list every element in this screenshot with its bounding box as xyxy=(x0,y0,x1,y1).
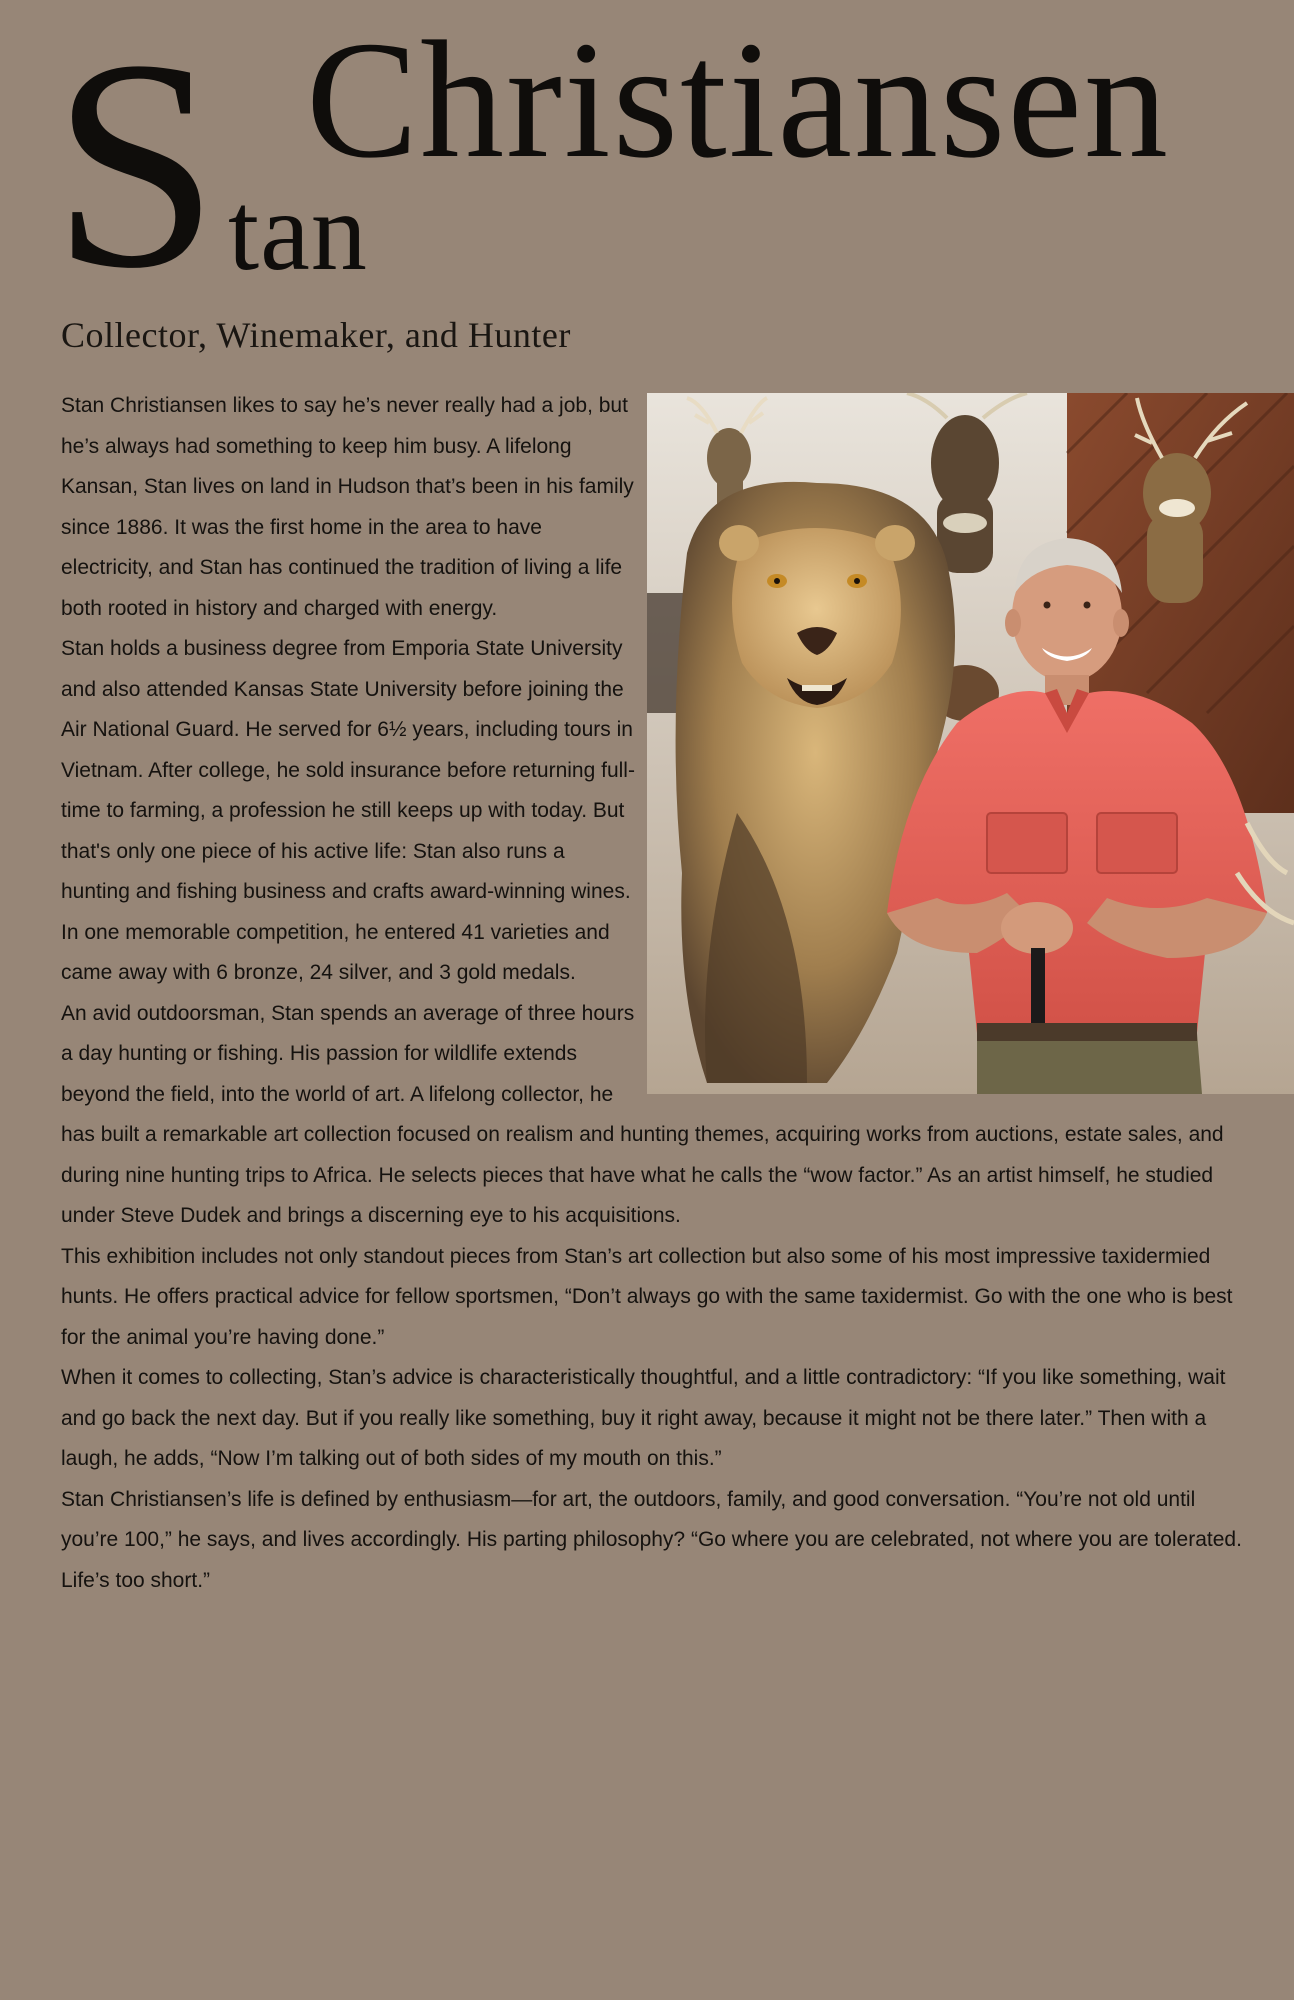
first-name-rest: tan xyxy=(228,170,368,294)
paragraph: Stan holds a business degree from Emporia State University and also attended Kansas State University before joining the Air National Guard. He served for 6½ years, including tours in Vietnam. After college, he sold insurance before returning full-time to farming, a profession he still keeps up with today. But that's only one piece of his active life: Stan also runs a hunting and fishing business and crafts award-winning wines. In one memorable competition, he entered 41 varieties and came away with 6 bronze, 24 silver, and 3 gold medals. xyxy=(61,637,635,984)
paragraph: Stan Christiansen likes to say he’s never really had a job, but he’s always had something to keep him busy. A lifelong Kansan, Stan lives on land in Hudson that’s been in his family since 1886. It was the first home in the area to have electricity, and Stan has continued the tradition of living a life both rooted in history and charged with energy. xyxy=(61,394,634,620)
paragraph: An avid outdoorsman, Stan spends an average of three hours a day hunting or fishing. His passion for wildlife extends beyond the field, into the world of art. A lifelong collector, he has built a remarkable art collection focused on realism and hunting themes, acquiring works from auctions, estate sales, and during nine hunting trips to Africa. He selects pieces that have what he calls the “wow factor.” As an artist himself, he studied under Steve Dudek and brings a discerning eye to his acquisitions. xyxy=(61,1001,1224,1227)
paragraph: Stan Christiansen’s life is defined by enthusiasm—for art, the outdoors, family, and good conversation. “You’re not old until you’re 100,” he says, and lives accordingly. His parting philosophy? “Go where you are celebrated, not where you are tolerated. Life’s too short.” xyxy=(61,1487,1242,1592)
subtitle: Collector, Winemaker, and Hunter xyxy=(61,315,571,355)
biography-text xyxy=(61,386,1251,1601)
photo-wrap-spacer xyxy=(639,386,1251,1108)
paragraph: When it comes to collecting, Stan’s advice is characteristically thoughtful, and a little contradictory: “If you like something, wait and go back the next day. But if you really like something, buy it right away, because it might not be there later.” Then with a laugh, he adds, “Now I’m talking out of both sides of my mouth on this.” xyxy=(61,1366,1226,1470)
name-heading xyxy=(0,0,1294,330)
paragraph: This exhibition includes not only standout pieces from Stan’s art collection but also some of his most impressive taxidermied hunts. He offers practical advice for fellow sportsmen, “Don’t always go with the same taxidermist. Go with the one who is best for the animal you’re having done.” xyxy=(61,1244,1233,1349)
first-name-initial: S xyxy=(52,0,217,330)
last-name: Christiansen xyxy=(306,7,1170,193)
